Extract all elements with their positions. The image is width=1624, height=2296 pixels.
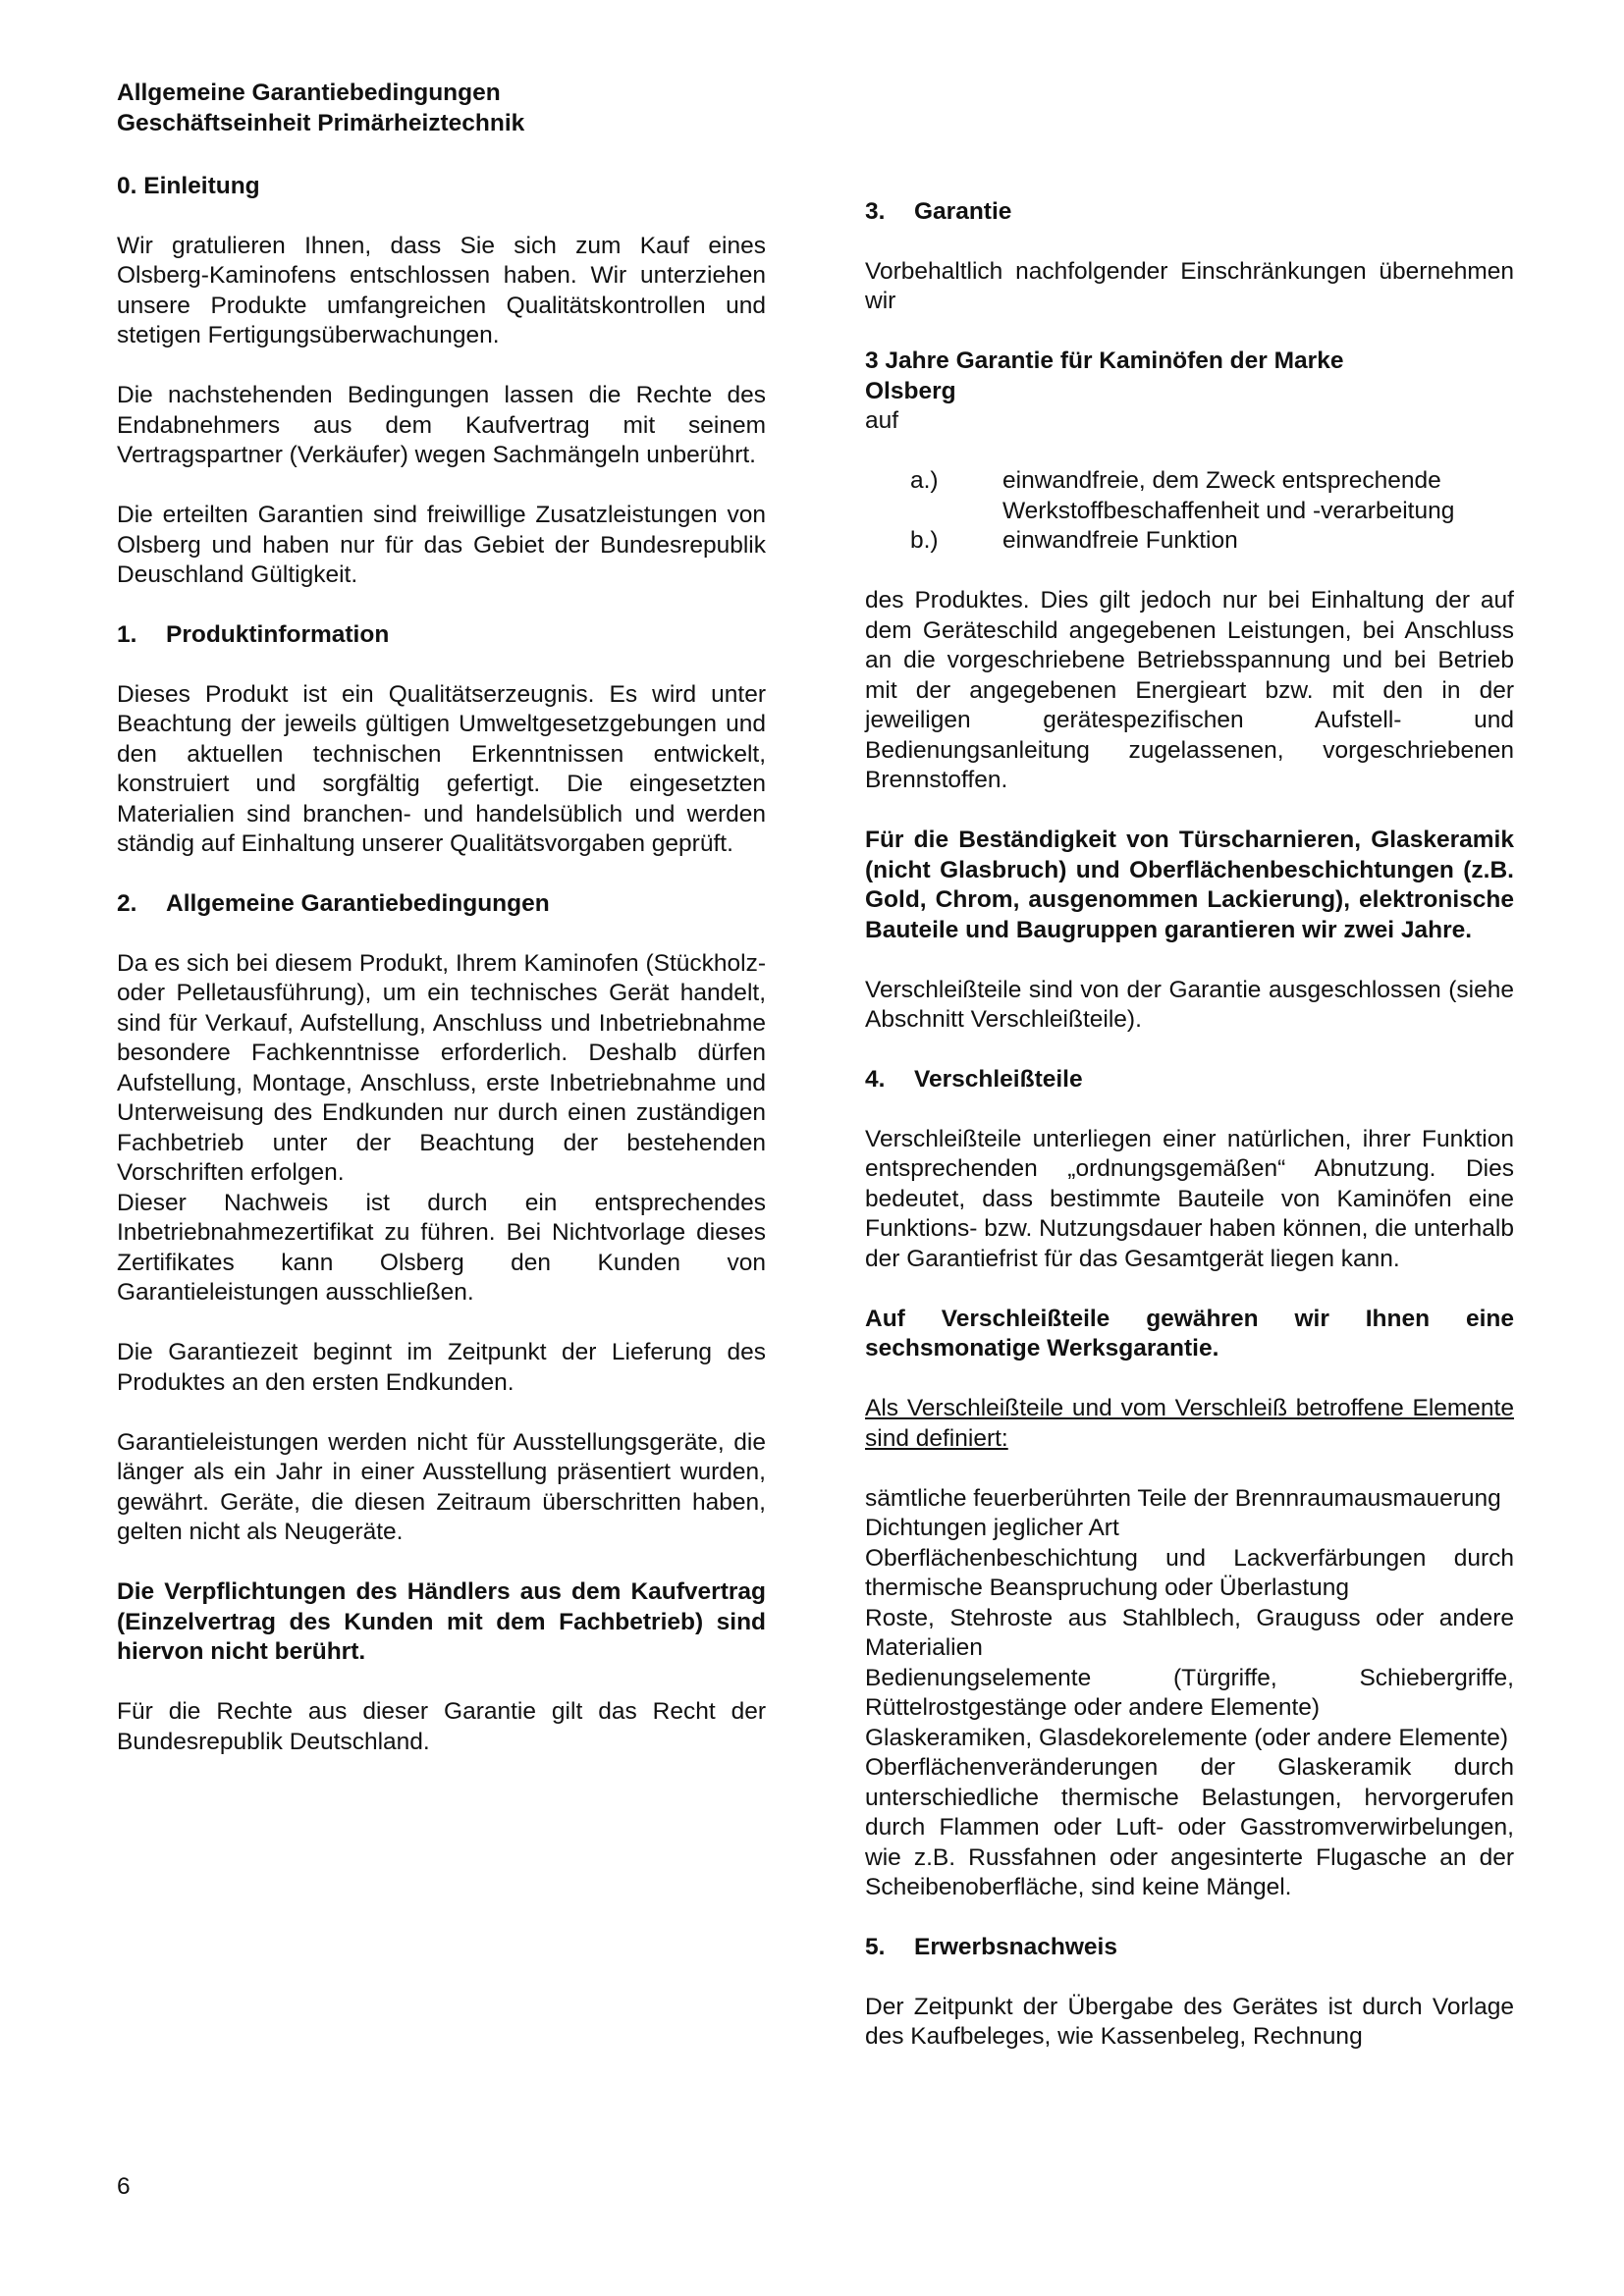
section-4-underlined-paragraph: Als Verschleißteile und vom Verschleiß betroffene Elemente sind definiert:	[865, 1395, 1514, 1452]
wear-part-item: Roste, Stehroste aus Stahlblech, Grauguss oder andere Materialien	[865, 1604, 1514, 1661]
list-item	[865, 466, 1514, 526]
section-3-paragraph: Verschleißteile sind von der Garantie ausgeschlossen (siehe Abschnitt Verschleißteile).	[865, 976, 1514, 1033]
wear-part-item: Oberflächenveränderungen der Glaskeramik durch unterschiedliche thermische Belastungen, hervorgerufen durch Flammen oder Luft- oder Gasstromverwirbelungen, wie z.B. Russfahnen oder angesinterte Flugasche an der Scheibenoberfläche, sind keine Mängel.	[865, 1754, 1514, 1900]
section-3-heading	[865, 197, 1514, 228]
page-number: 6	[117, 2173, 131, 2200]
list-item-label: b.)	[910, 527, 939, 554]
section-1-paragraph: Dieses Produkt ist ein Qualitätserzeugnis. Es wird unter Beachtung der jeweils gültigen Umweltgesetzgebungen und den aktuellen technischen Erkenntnissen entwickelt, konstruiert und sorgfältig gefertigt. Die eingesetzten Materialien sind branchen- und handelsüblich und werden ständig auf Einhaltung unserer Qualitätsvorgaben geprüft.	[117, 680, 766, 857]
document-header	[117, 78, 765, 138]
section-0-paragraph: Die erteilten Garantien sind freiwillige Zusatzleistungen von Olsberg und haben nur für das Gebiet der Bundesrepublik Deuschland Gültigkeit.	[117, 502, 766, 588]
wear-part-item: Bedienungselemente (Türgriffe, Schiebergriffe, Rüttelrostgestänge oder andere Elemente)	[865, 1664, 1514, 1721]
section-0-paragraph: Die nachstehenden Bedingungen lassen die Rechte des Endabnehmers aus dem Kaufvertrag mit seinem Vertragspartner (Verkäufer) wegen Sachmängeln unberührt.	[117, 382, 766, 468]
section-2-paragraph: Dieser Nachweis ist durch ein entsprechendes Inbetriebnahmezertifikat zu führen. Bei Nichtvorlage dieses Zertifikates kann Olsberg den Kunden von Garantieleistungen ausschließen.	[117, 1189, 766, 1306]
wear-part-item: Dichtungen jeglicher Art	[865, 1515, 1119, 1541]
wear-parts-list	[865, 1484, 1514, 1903]
document-subtitle: Geschäftseinheit Primärheiztechnik	[117, 110, 525, 136]
section-2-paragraph: Da es sich bei diesem Produkt, Ihrem Kaminofen (Stückholz- oder Pelletausführung), um ein technisches Gerät handelt, sind für Verkauf, Aufstellung, Anschluss und Inbetriebnahme besondere Fachkenntnisse erforderlich. Deshalb dürfen Aufstellung, Montage, Anschluss, erste Inbetriebnahme und Unterweisung des Endkunden nur durch einen zuständigen Fachbetrieb unter der Beachtung der bestehenden Vorschriften erfolgen.	[117, 949, 766, 1186]
section-number: 2.	[117, 890, 137, 917]
section-2-heading	[117, 889, 766, 920]
list-item-text: einwandfreie Funktion	[1002, 527, 1238, 554]
section-0-paragraph: Wir gratulieren Ihnen, dass Sie sich zum Kauf eines Olsberg-Kaminofens entschlossen haben. Wir unterziehen unsere Produkte umfangreichen Qualitätskontrollen und stetigen Fertigungsüberwachungen.	[117, 232, 766, 348]
section-3-paragraph: des Produktes. Dies gilt jedoch nur bei Einhaltung der auf dem Geräteschild angegebenen Leistungen, bei Anschluss an die vorgeschriebene Betriebsspannung und bei Betrieb mit der angegebenen Energieart bzw. mit den in der jeweiligen gerätespezifischen Aufstell- und Bedienungsanleitung zugelassenen, vorgeschriebenen Brennstoffen.	[865, 587, 1514, 793]
document-title: Allgemeine Garantiebedingungen	[117, 80, 501, 106]
section-2-paragraph: Die Garantiezeit beginnt im Zeitpunkt der Lieferung des Produktes an den ersten Endkunden.	[117, 1339, 766, 1396]
left-column	[117, 172, 766, 1788]
right-column	[865, 197, 1514, 2082]
section-title: Allgemeine Garantiebedingungen	[166, 890, 550, 917]
section-0-heading: 0. Einleitung	[117, 173, 260, 199]
section-title: Erwerbsnachweis	[914, 1934, 1117, 1960]
wear-part-item: Oberflächenbeschichtung und Lackverfärbungen durch thermische Beanspruchung oder Überlastung	[865, 1544, 1514, 1601]
section-4-paragraph: Verschleißteile unterliegen einer natürlichen, ihrer Funktion entsprechenden „ordnungsgemäßen“ Abnutzung. Dies bedeutet, dass bestimmte Bauteile von Kaminöfen eine Funktions- bzw. Nutzungsdauer haben können, die unterhalb der Garantiefrist für das Gesamtgerät liegen kann.	[865, 1125, 1514, 1272]
warranty-list	[865, 466, 1514, 557]
section-number: 1.	[117, 621, 137, 648]
warranty-statement	[865, 347, 1514, 437]
section-number: 4.	[865, 1066, 886, 1093]
section-4-heading	[865, 1065, 1514, 1095]
wear-part-item: sämtliche feuerberührten Teile der Brennraumausmauerung	[865, 1484, 1501, 1512]
list-item-text: einwandfreie, dem Zweck entsprechende Werkstoffbeschaffenheit und -verarbeitung	[1002, 467, 1455, 524]
section-title: Garantie	[914, 198, 1012, 225]
section-title: Verschleißteile	[914, 1066, 1083, 1093]
warranty-bold-line: 3 Jahre Garantie für Kaminöfen der Marke	[865, 347, 1344, 374]
list-item	[865, 526, 1514, 557]
wear-part-item: Glaskeramiken, Glasdekorelemente (oder andere Elemente)	[865, 1724, 1509, 1751]
section-3-paragraph: Vorbehaltlich nachfolgender Einschränkungen übernehmen wir	[865, 257, 1514, 314]
section-title: Produktinformation	[166, 621, 390, 648]
warranty-auf: auf	[865, 407, 899, 434]
section-5-paragraph: Der Zeitpunkt der Übergabe des Gerätes ist durch Vorlage des Kaufbeleges, wie Kassenbeleg, Rechnung	[865, 1993, 1514, 2050]
section-4-bold-paragraph: Auf Verschleißteile gewähren wir Ihnen eine sechsmonatige Werksgarantie.	[865, 1305, 1514, 1362]
warranty-brand: Olsberg	[865, 377, 956, 404]
section-2-bold-paragraph: Die Verpflichtungen des Händlers aus dem Kaufvertrag (Einzelvertrag des Kunden mit dem Fachbetrieb) sind hiervon nicht berührt.	[117, 1578, 766, 1665]
section-2-paragraph: Für die Rechte aus dieser Garantie gilt das Recht der Bundesrepublik Deutschland.	[117, 1698, 766, 1755]
section-2-paragraph: Garantieleistungen werden nicht für Ausstellungsgeräte, die länger als ein Jahr in einer Ausstellung präsentiert wurden, gewährt. Geräte, die diesen Zeitraum überschritten haben, gelten nicht als Neugeräte.	[117, 1428, 766, 1545]
section-number: 5.	[865, 1934, 886, 1960]
section-5-heading	[865, 1933, 1514, 1963]
list-item-label: a.)	[910, 467, 939, 494]
section-number: 3.	[865, 198, 886, 225]
section-1-heading	[117, 620, 766, 651]
section-3-bold-paragraph: Für die Beständigkeit von Türscharnieren, Glaskeramik (nicht Glasbruch) und Oberflächenbeschichtungen (z.B. Gold, Chrom, ausgenommen Lackierung), elektronische Bauteile und Baugruppen garantieren wir zwei Jahre.	[865, 827, 1514, 943]
